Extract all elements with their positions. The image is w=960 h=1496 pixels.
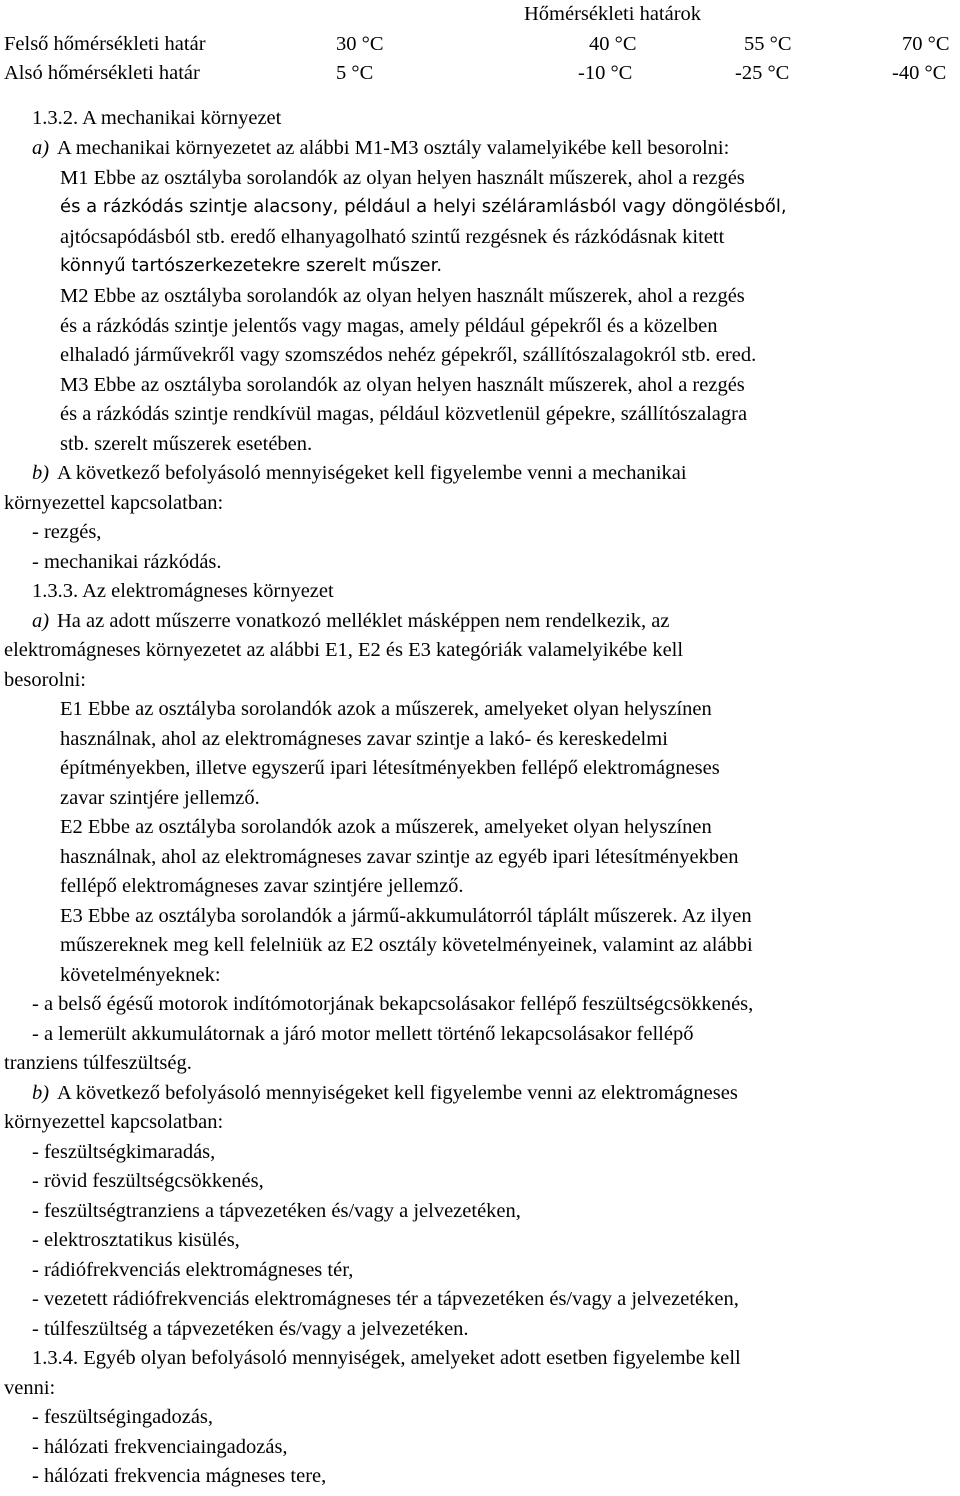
list-item: - a lemerült akkumulátornak a járó motor mellett történő lekapcsolásakor fellépő (32, 1023, 694, 1045)
text-line: E2 Ebbe az osztályba sorolandók azok a műszerek, amelyeket olyan helyszínen (60, 816, 712, 838)
text-line: Ha az adott műszerre vonatkozó melléklet másképpen nem rendelkezik, az (57, 610, 670, 632)
text-line: besorolni: (4, 669, 86, 691)
lower-limit-label: Alsó hőmérsékleti határ (4, 62, 200, 84)
text-line: M3 Ebbe az osztályba sorolandók az olyan helyen használt műszerek, ahol a rezgés (60, 374, 745, 396)
paragraph-marker: b) (32, 462, 50, 484)
list-item: - hálózati frekvencia mágneses tere, (32, 1465, 327, 1487)
list-item: - feszültségingadozás, (32, 1406, 214, 1428)
list-item: - feszültségtranziens a tápvezetéken és/vagy a jelvezetéken, (32, 1200, 521, 1222)
list-item: - vezetett rádiófrekvenciás elektromágneses tér a tápvezetéken és/vagy a jelvezetéken, (32, 1288, 739, 1310)
text-line: környezettel kapcsolatban: (4, 1111, 224, 1133)
text-line: tranziens túlfeszültség. (4, 1052, 192, 1074)
upper-limit-label: Felső hőmérsékleti határ (4, 33, 206, 55)
lower-limit-value: -25 °C (735, 62, 790, 84)
upper-limit-value: 55 °C (744, 33, 792, 55)
section-heading: 1.3.2. A mechanikai környezet (32, 107, 282, 129)
text-line: ajtócsapódásból stb. eredő elhanyagolható szintű rezgésnek és rázkódásnak kitett (60, 226, 725, 248)
paragraph-marker: b) (32, 1082, 50, 1104)
text-line: zavar szintjére jellemző. (60, 787, 260, 809)
text-line: A következő befolyásoló mennyiségeket kell figyelembe venni az elektromágneses (57, 1082, 738, 1104)
text-line: és a rázkódás szintje jelentős vagy magas, amely például gépekről és a közelben (60, 315, 718, 337)
upper-limit-value: 40 °C (589, 33, 637, 55)
text-line: M1 Ebbe az osztályba sorolandók az olyan helyen használt műszerek, ahol a rezgés (60, 167, 745, 189)
upper-limit-value: 70 °C (902, 33, 950, 55)
text-line: fellépő elektromágneses zavar szintjére jellemző. (60, 875, 464, 897)
upper-limit-value: 30 °C (336, 33, 384, 55)
section-heading: 1.3.4. Egyéb olyan befolyásoló mennyiségek, amelyeket adott esetben figyelembe kell (32, 1347, 741, 1369)
text-line: használnak, ahol az elektromágneses zavar szintje az egyéb ipari létesítményekben (60, 846, 739, 868)
list-item: - túlfeszültség a tápvezetéken és/vagy a jelvezetéken. (32, 1318, 469, 1340)
text-line: E1 Ebbe az osztályba sorolandók azok a műszerek, amelyeket olyan helyszínen (60, 698, 712, 720)
text-line: és a rázkódás szintje rendkívül magas, például közvetlenül gépekre, szállítószalagra (60, 403, 748, 425)
text-line: használnak, ahol az elektromágneses zavar szintje a lakó- és kereskedelmi (60, 728, 668, 750)
text-line: építményekben, illetve egyszerű ipari létesítményekben fellépő elektromágneses (60, 757, 720, 779)
text-line: stb. szerelt műszerek esetében. (60, 433, 313, 455)
text-line: A következő befolyásoló mennyiségeket kell figyelembe venni a mechanikai (57, 462, 687, 484)
text-line: venni: (4, 1377, 56, 1399)
section-heading: 1.3.3. Az elektromágneses környezet (32, 580, 334, 602)
text-line: elhaladó járművekről vagy szomszédos nehéz gépekről, szállítószalagokról stb. ered. (60, 344, 757, 366)
text-line: E3 Ebbe az osztályba sorolandók a jármű-akkumulátorról táplált műszerek. Az ilyen (60, 905, 752, 927)
lower-limit-value: 5 °C (336, 62, 374, 84)
temp-table-title: Hőmérsékleti határok (524, 3, 702, 25)
text-line: M2 Ebbe az osztályba sorolandók az olyan helyen használt műszerek, ahol a rezgés (60, 285, 745, 307)
text-line: könnyű tartószerkezetekre szerelt műszer. (60, 255, 443, 276)
list-item: - rezgés, (32, 521, 102, 543)
paragraph-marker: a) (32, 610, 50, 632)
list-item: - mechanikai rázkódás. (32, 551, 222, 573)
text-line: környezettel kapcsolatban: (4, 492, 224, 514)
text-line: követelményeknek: (60, 964, 221, 986)
list-item: - rádiófrekvenciás elektromágneses tér, (32, 1259, 354, 1281)
text-line: A mechanikai környezetet az alábbi M1-M3 osztály valamelyikébe kell besorolni: (57, 137, 730, 159)
list-item: - hálózati frekvenciaingadozás, (32, 1436, 288, 1458)
list-item: - rövid feszültségcsökkenés, (32, 1170, 264, 1192)
lower-limit-value: -40 °C (892, 62, 947, 84)
text-line: és a rázkódás szintje alacsony, például a helyi széláramlásból vagy döngölésből, (60, 196, 787, 217)
paragraph-marker: a) (32, 137, 50, 159)
list-item: - feszültségkimaradás, (32, 1141, 216, 1163)
text-line: műszereknek meg kell felelniük az E2 osztály követelményeinek, valamint az alábbi (60, 934, 753, 956)
list-item: - elektrosztatikus kisülés, (32, 1229, 240, 1251)
list-item: - a belső égésű motorok indítómotorjának bekapcsolásakor fellépő feszültségcsökkenés, (32, 993, 754, 1015)
text-line: elektromágneses környezetet az alábbi E1, E2 és E3 kategóriák valamelyikébe kell (4, 639, 684, 661)
lower-limit-value: -10 °C (578, 62, 633, 84)
